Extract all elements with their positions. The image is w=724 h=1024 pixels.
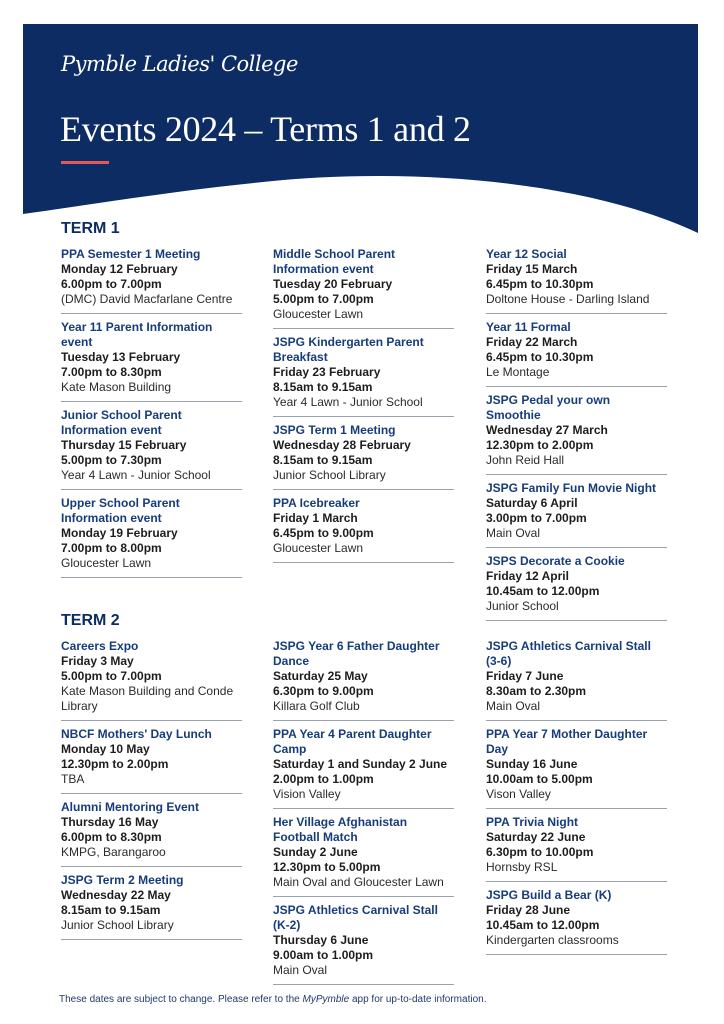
event-time: 12.30pm to 5.00pm [273, 860, 381, 874]
event-location: Year 4 Lawn - Junior School [61, 468, 211, 482]
term-1-column-3 [486, 247, 667, 627]
event-time: 3.00pm to 7.00pm [486, 511, 587, 525]
event-date: Monday 19 February [61, 526, 178, 540]
event-time: 6.45pm to 10.30pm [486, 277, 594, 291]
event-location: Le Montage [486, 365, 550, 379]
event-location: Gloucester Lawn [273, 541, 364, 555]
event-title: PPA Trivia Night [486, 815, 579, 829]
event-date: Saturday 6 April [486, 496, 578, 510]
event-time: 6.30pm to 10.00pm [486, 845, 594, 859]
event-title: Upper School Parent Information event [61, 496, 180, 525]
event-location: Hornsby RSL [486, 860, 558, 874]
event-item [273, 247, 454, 329]
event-location: Vision Valley [273, 787, 341, 801]
event-time: 6.30pm to 9.00pm [273, 684, 374, 698]
event-date: Monday 12 February [61, 262, 178, 276]
event-title: JSPG Term 2 Meeting [61, 873, 184, 887]
event-title: Year 12 Social [486, 247, 567, 261]
event-item [486, 639, 667, 721]
event-title: Middle School Parent Information event [273, 247, 396, 276]
page-title: Events 2024 – Terms 1 and 2 [60, 109, 471, 149]
footer-note [59, 994, 486, 1005]
event-location: (DMC) David Macfarlane Centre [61, 292, 233, 306]
event-date: Wednesday 28 February [273, 438, 411, 452]
event-time: 12.30pm to 2.00pm [61, 757, 169, 771]
event-time: 8.15am to 9.15am [273, 380, 373, 394]
event-time: 6.45pm to 10.30pm [486, 350, 594, 364]
event-location: Kate Mason Building [61, 380, 172, 394]
term-2-column-3 [486, 639, 667, 961]
event-time: 6.00pm to 7.00pm [61, 277, 162, 291]
event-date: Thursday 15 February [61, 438, 187, 452]
event-time: 7.00pm to 8.30pm [61, 365, 162, 379]
event-time: 8.15am to 9.15am [61, 903, 161, 917]
term-1-heading: TERM 1 [61, 220, 120, 237]
event-title: JSPG Year 6 Father Daughter Dance [273, 639, 440, 668]
footer-app-name: MyPymble [302, 994, 350, 1005]
event-location: KMPG, Barangaroo [61, 845, 166, 859]
event-item [61, 639, 242, 721]
event-location: Gloucester Lawn [273, 307, 364, 321]
event-item [486, 554, 667, 621]
event-title: PPA Icebreaker [273, 496, 360, 510]
event-time: 9.00am to 1.00pm [273, 948, 374, 962]
event-location: Year 4 Lawn - Junior School [273, 395, 423, 409]
event-title: JSPG Pedal your own Smoothie [486, 393, 611, 422]
event-location: Main Oval [273, 963, 328, 977]
event-date: Friday 23 February [273, 365, 381, 379]
event-date: Friday 15 March [486, 262, 578, 276]
event-title: Careers Expo [61, 639, 139, 653]
event-date: Wednesday 22 May [61, 888, 171, 902]
event-item [273, 423, 454, 490]
event-time: 8.30am to 2.30pm [486, 684, 587, 698]
event-date: Friday 22 March [486, 335, 578, 349]
event-title: Year 11 Formal [486, 320, 571, 334]
term-2-heading: TERM 2 [61, 612, 120, 629]
event-date: Monday 10 May [61, 742, 150, 756]
event-title: JSPG Kindergarten Parent Breakfast [273, 335, 424, 364]
event-date: Friday 1 March [273, 511, 358, 525]
event-title: JSPG Family Fun Movie Night [486, 481, 657, 495]
event-time: 8.15am to 9.15am [273, 453, 373, 467]
event-item [61, 320, 242, 402]
college-logo: Pymble Ladies' College [61, 52, 298, 76]
event-title: PPA Year 4 Parent Daughter Camp [273, 727, 432, 756]
event-item [486, 320, 667, 387]
event-item [273, 639, 454, 721]
event-item [61, 496, 242, 578]
event-title: JSPG Term 1 Meeting [273, 423, 396, 437]
event-item [61, 727, 242, 794]
event-date: Friday 12 April [486, 569, 569, 583]
event-title: JSPG Athletics Carnival Stall (K-2) [273, 903, 438, 932]
event-date: Thursday 6 June [273, 933, 369, 947]
event-time: 7.00pm to 8.00pm [61, 541, 162, 555]
event-title: PPA Year 7 Mother Daughter Day [486, 727, 648, 756]
event-item [486, 727, 667, 809]
event-title: Alumni Mentoring Event [61, 800, 199, 814]
event-item [486, 393, 667, 475]
event-date: Tuesday 13 February [61, 350, 181, 364]
term-2-column-2 [273, 639, 454, 991]
event-location: Junior School Library [61, 918, 174, 932]
event-title: Her Village Afghanistan Football Match [273, 815, 408, 844]
footer-text-before: These dates are subject to change. Please refer to the [59, 994, 303, 1005]
term-2-column-1 [61, 639, 242, 946]
event-location: Gloucester Lawn [61, 556, 152, 570]
event-time: 10.00am to 5.00pm [486, 772, 593, 786]
event-item [61, 873, 242, 940]
event-location: Main Oval [486, 699, 541, 713]
event-time: 10.45am to 12.00pm [486, 918, 600, 932]
event-item [273, 335, 454, 417]
term-1-column-2 [273, 247, 454, 569]
event-time: 5.00pm to 7.00pm [273, 292, 374, 306]
event-item [273, 815, 454, 897]
event-item [273, 727, 454, 809]
event-location: Junior School [486, 599, 559, 613]
event-date: Friday 3 May [61, 654, 134, 668]
event-location: Main Oval and Gloucester Lawn [273, 875, 444, 889]
event-item [273, 496, 454, 563]
event-location: Doltone House - Darling Island [486, 292, 650, 306]
event-item [486, 815, 667, 882]
event-time: 5.00pm to 7.00pm [61, 669, 162, 683]
event-location: Killara Golf Club [273, 699, 360, 713]
event-date: Wednesday 27 March [486, 423, 608, 437]
event-time: 12.30pm to 2.00pm [486, 438, 594, 452]
event-time: 6.00pm to 8.30pm [61, 830, 162, 844]
event-date: Sunday 2 June [273, 845, 358, 859]
event-item [273, 903, 454, 985]
event-location: TBA [61, 772, 85, 786]
event-time: 5.00pm to 7.30pm [61, 453, 162, 467]
event-item [61, 247, 242, 314]
event-title: Year 11 Parent Information event [61, 320, 213, 349]
event-date: Thursday 16 May [61, 815, 159, 829]
event-location: Kindergarten classrooms [486, 933, 619, 947]
event-location: Junior School Library [273, 468, 386, 482]
event-title: NBCF Mothers' Day Lunch [61, 727, 212, 741]
footer-text-after: app for up-to-date information. [349, 994, 487, 1005]
event-title: JSPG Build a Bear (K) [486, 888, 612, 902]
event-item [486, 888, 667, 955]
event-date: Saturday 22 June [486, 830, 586, 844]
event-time: 6.45pm to 9.00pm [273, 526, 374, 540]
event-title: JSPG Athletics Carnival Stall (3-6) [486, 639, 651, 668]
event-title: JSPS Decorate a Cookie [486, 554, 625, 568]
event-item [61, 800, 242, 867]
title-accent-bar [61, 161, 109, 164]
event-title: PPA Semester 1 Meeting [61, 247, 201, 261]
event-location: Vison Valley [486, 787, 551, 801]
event-title: Junior School Parent Information event [61, 408, 182, 437]
event-time: 10.45am to 12.00pm [486, 584, 600, 598]
event-item [486, 481, 667, 548]
event-date: Saturday 1 and Sunday 2 June [273, 757, 448, 771]
event-date: Sunday 16 June [486, 757, 578, 771]
event-date: Saturday 25 May [273, 669, 368, 683]
event-location: Kate Mason Building and Conde Library [61, 684, 234, 713]
event-date: Friday 7 June [486, 669, 564, 683]
event-date: Tuesday 20 February [273, 277, 393, 291]
event-time: 2.00pm to 1.00pm [273, 772, 374, 786]
event-item [61, 408, 242, 490]
term-1-column-1 [61, 247, 242, 584]
event-location: Main Oval [486, 526, 541, 540]
event-item [486, 247, 667, 314]
event-location: John Reid Hall [486, 453, 565, 467]
event-date: Friday 28 June [486, 903, 571, 917]
header-banner [23, 24, 698, 236]
